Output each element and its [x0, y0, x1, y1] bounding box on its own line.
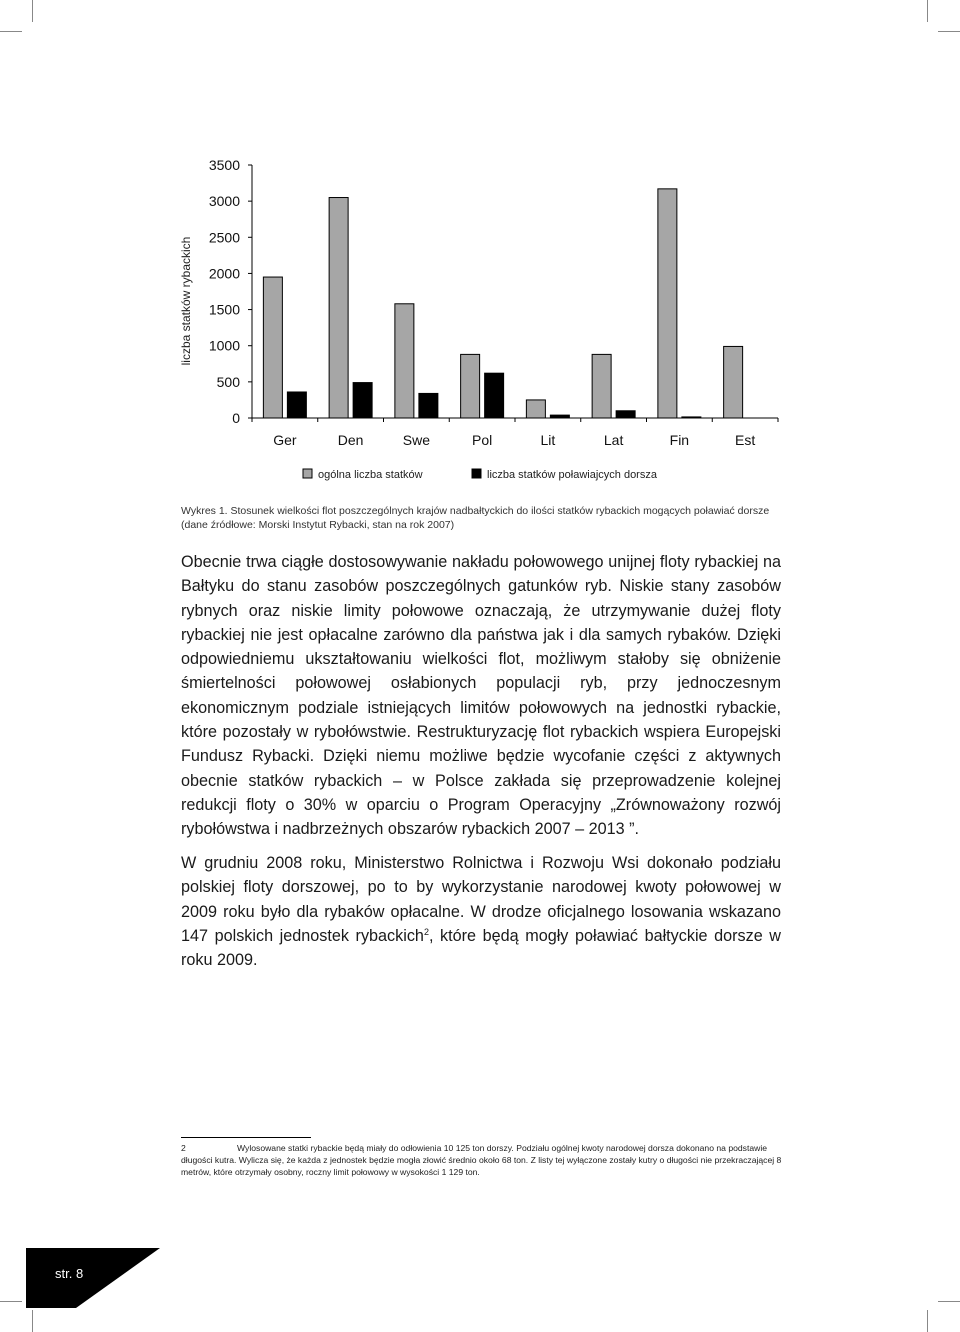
bar-ger-series-2 — [287, 392, 306, 418]
bar-lat-series-1 — [592, 354, 611, 418]
y-tick-label: 3500 — [208, 157, 240, 173]
x-tick-label: Est — [735, 432, 756, 448]
crop-mark — [32, 1310, 33, 1332]
legend-swatch — [303, 469, 312, 478]
paragraph-text: , które będą mogły poławiać bałtyckie dorsze w roku 2009. — [181, 926, 781, 970]
page-number: str. 8 — [55, 1266, 84, 1281]
x-tick-label: Den — [337, 432, 364, 448]
y-tick-label: 2500 — [208, 229, 240, 246]
bar-den-series-2 — [353, 383, 372, 418]
paragraph-cod-fleet-division — [181, 851, 781, 972]
crop-mark — [0, 1301, 22, 1302]
bar-den-series-1 — [329, 198, 348, 418]
crop-mark — [927, 1310, 928, 1332]
bar-pol-series-1 — [461, 354, 480, 418]
figure-caption: Wykres 1. Stosunek wielkości flot poszczególnych krajów nadbałtyckich do ilości statków rybackich mogących poławiać dorsze (dane źródłowe: Morski Instytut Rybacki, stan na rok 2007) — [181, 505, 770, 531]
legend-label: liczba statków poławiajcych dorsza — [487, 469, 657, 481]
x-tick-label: Swe — [402, 432, 430, 448]
bar-swe-series-2 — [419, 393, 438, 418]
bar-fin-series-2 — [682, 417, 701, 418]
legend-label: ogólna liczba statków — [318, 469, 423, 481]
footnote — [181, 1142, 783, 1178]
x-tick-label: Fin — [669, 432, 690, 448]
footnote-text: Wylosowane statki rybackie będą miały do odłowienia 10 125 ton dorszy. Podziału ogólnej kwoty narodowej dorsza dokonano na podstawie długości kutra. Wylicza się, że każda z jednostek będzie mogła złowić średnio około 68 ton. Z listy tej wyłączone zostały kutry o długości nie przekraczającej 8 metrów, które otrzymały osobny, roczny limit połowowy w wysokości 1 129 ton. — [181, 1143, 782, 1177]
y-axis-label: liczba statków rybackich — [179, 236, 193, 366]
footnote-rule — [181, 1137, 311, 1138]
x-tick-label: Ger — [273, 432, 297, 448]
footnote-number: 2 — [181, 1143, 186, 1153]
bar-fin-series-1 — [658, 189, 677, 418]
legend-swatch — [472, 469, 481, 478]
y-tick-label: 1500 — [208, 301, 240, 318]
paragraph-fleet-adjustment: Obecnie trwa ciągłe dostosowywanie nakładu połowowego unijnej floty rybackiej na Bałtyku do stanu zasobów poszczególnych gatunków ryb. Niskie stany zasobów rybnych oraz niskie limity połowowe oznaczają, że utrzymywanie dużej floty rybackiej nie jest opłacalne zarówno dla państwa jak i dla samych rybaków. Dzięki odpowiedniemu ukształtowaniu wielkości flot, możliwym stałoby się obniżenie śmiertelności połowowej osłabionych populacji ryb, przy jednoczesnym ekonomicznym podziale istniejących limitów połowowych na jednostki rybackie, które pozostały w rybołówstwie. Restrukturyzację flot rybackich wspiera Europejski Fundusz Rybacki. Dzięki niemu możliwe będzie wycofanie części z aktywnych obecnie statków rybackich – w Polsce zakłada się przeprowadzenie kolejnej redukcji floty o 30% w oparciu o Program Operacyjny „Zrównoważony rozwój rybołówstwa i nadbrzeżnych obszarów rybackich 2007 – 2013 ”. — [181, 553, 781, 839]
bar-swe-series-1 — [395, 304, 414, 418]
page-number-wedge — [76, 1248, 160, 1308]
bar-est-series-1 — [724, 346, 743, 418]
crop-mark — [938, 1301, 960, 1302]
bar-lit-series-2 — [550, 415, 569, 418]
bar-lat-series-2 — [616, 411, 635, 418]
x-tick-label: Pol — [472, 432, 493, 448]
y-tick-label: 2000 — [208, 265, 240, 282]
bar-chart — [0, 0, 960, 500]
bar-ger-series-1 — [263, 277, 282, 418]
y-tick-label: 500 — [216, 373, 240, 390]
footnote-reference: 2 — [423, 926, 429, 937]
x-tick-label: Lit — [540, 432, 556, 448]
x-tick-label: Lat — [603, 432, 624, 448]
y-tick-label: 3000 — [208, 193, 240, 210]
y-tick-label: 1000 — [208, 337, 240, 354]
y-tick-label: 0 — [232, 410, 240, 426]
bar-lit-series-1 — [526, 400, 545, 418]
paragraph-text: W grudniu 2008 roku, Ministerstwo Rolnictwa i Rozwoju Wsi dokonało podziału polskiej floty dorszowej, po to by wykorzystanie narodowej kwoty połowowej w 2009 roku było dla rybaków opłacalne. W drodze oficjalnego losowania wskazano 147 polskich jednostek rybackich — [181, 854, 781, 945]
bar-pol-series-2 — [485, 373, 504, 418]
